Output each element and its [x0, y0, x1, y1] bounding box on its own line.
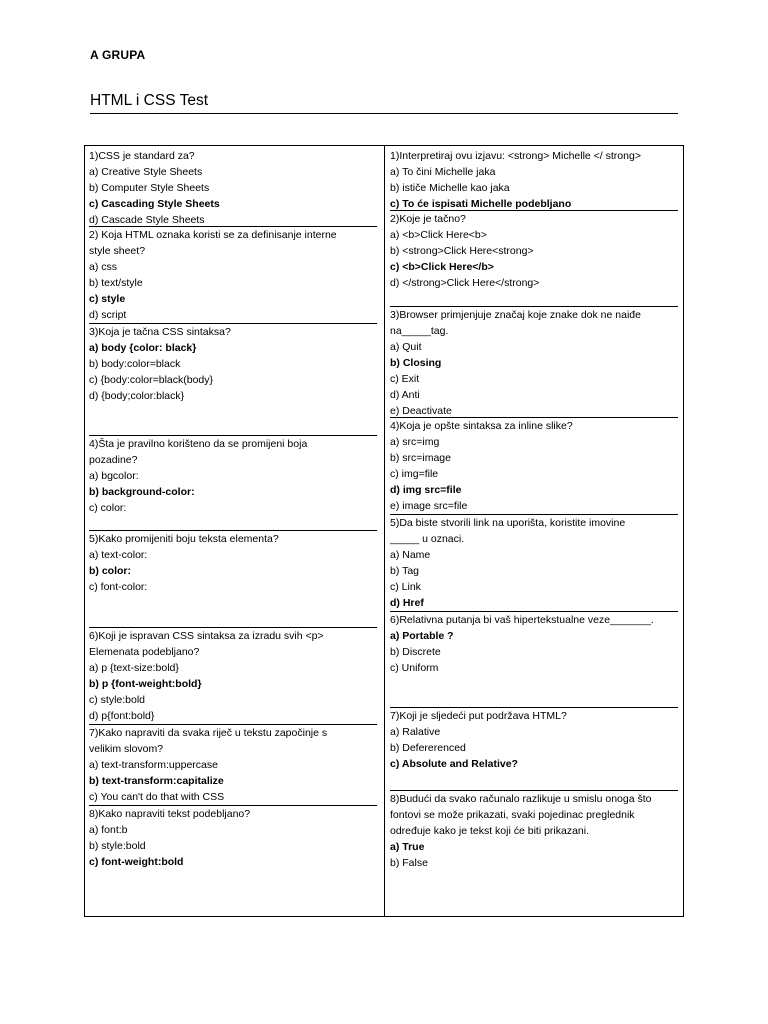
answer-option: style sheet?	[89, 245, 146, 257]
left-question-6	[89, 627, 377, 724]
answer-option: a) Creative Style Sheets	[89, 166, 203, 178]
answer-option: a) p {text-size:bold}	[89, 662, 179, 674]
answer-option: d) Cascade Style Sheets	[89, 214, 205, 226]
right-question-7	[390, 707, 678, 772]
column-divider	[384, 146, 385, 916]
answer-option: c) <b>Click Here</b>	[390, 261, 494, 273]
answer-option: b) body:color=black	[89, 358, 181, 370]
answer-option: b) style:bold	[89, 840, 146, 852]
answer-option: b) Closing	[390, 357, 442, 369]
answer-option: a) font:b	[89, 824, 128, 836]
answer-option: a) body {color: black}	[89, 342, 197, 354]
question-text: 5)Da biste stvorili link na uporišta, koristite imovine	[390, 517, 626, 529]
left-question-4	[89, 435, 377, 516]
answer-option: fontovi se može prikazati, svaki pojedinac preglednik	[390, 809, 635, 821]
answer-option: c) To će ispisati Michelle podebljano	[390, 198, 572, 210]
answer-option: velikim slovom?	[89, 743, 164, 755]
answer-option: e) image src=file	[390, 500, 468, 512]
answer-option: b) Computer Style Sheets	[89, 182, 210, 194]
answer-option: d) script	[89, 309, 127, 321]
right-question-1	[390, 148, 678, 212]
question-text: 4)Šta je pravilno korišteno da se promijeni boja	[89, 438, 308, 450]
answer-option: b) <strong>Click Here<strong>	[390, 245, 534, 257]
left-question-5	[89, 530, 377, 595]
answer-option: c) font-weight:bold	[89, 856, 184, 868]
answer-option: na_____tag.	[390, 325, 449, 337]
answer-option: b) Defererenced	[390, 742, 466, 754]
question-text: 1)CSS je standard za?	[89, 150, 195, 162]
answer-option: c) style:bold	[89, 694, 146, 706]
answer-option: a) text-transform:uppercase	[89, 759, 218, 771]
question-text: 1)Interpretiraj ovu izjavu: <strong> Michelle </ strong>	[390, 150, 641, 162]
answer-option: a) text-color:	[89, 549, 148, 561]
answer-option: a) src=img	[390, 436, 440, 448]
answer-option: c) Cascading Style Sheets	[89, 198, 220, 210]
right-question-8	[390, 790, 678, 871]
question-text: 3)Browser primjenjuje značaj koje znake dok ne naiđe	[390, 309, 641, 321]
left-question-2	[89, 226, 377, 323]
answer-option: c) Uniform	[390, 662, 439, 674]
left-question-3	[89, 323, 377, 404]
answer-option: a) Ralative	[390, 726, 441, 738]
answer-option: b) ističe Michelle kao jaka	[390, 182, 510, 194]
question-text: 4)Koja je opšte sintaksa za inline slike?	[390, 420, 573, 432]
answer-option: b) color:	[89, 565, 131, 577]
right-question-2	[390, 210, 678, 291]
answer-option: b) text/style	[89, 277, 143, 289]
answer-option: b) False	[390, 857, 428, 869]
answer-option: c) style	[89, 293, 126, 305]
answer-option: a) css	[89, 261, 118, 273]
answer-option: e) Deactivate	[390, 405, 452, 417]
answer-option: b) background-color:	[89, 486, 195, 498]
questions-table	[84, 145, 684, 917]
answer-option: c) font-color:	[89, 581, 148, 593]
answer-option: d) img src=file	[390, 484, 462, 496]
answer-option: d) p{font:bold}	[89, 710, 155, 722]
right-question-5	[390, 514, 678, 611]
answer-option: a) Name	[390, 549, 431, 561]
answer-option: a) bgcolor:	[89, 470, 139, 482]
left-question-8	[89, 805, 377, 870]
page-title: HTML i CSS Test	[90, 92, 208, 109]
answer-option: c) You can't do that with CSS	[89, 791, 225, 803]
answer-option: _____ u oznaci.	[390, 533, 465, 545]
answer-option: b) Discrete	[390, 646, 441, 658]
question-text: 8)Budući da svako računalo razlikuje u smislu onoga što	[390, 793, 652, 805]
left-question-7	[89, 724, 377, 805]
question-text: 2)Koje je tačno?	[390, 213, 466, 225]
answer-option: d) Href	[390, 597, 424, 609]
answer-option: b) p {font-weight:bold}	[89, 678, 202, 690]
question-text: 7)Kako napraviti da svaka riječ u tekstu započinje s	[89, 727, 328, 739]
answer-option: c) Link	[390, 581, 421, 593]
answer-option: c) img=file	[390, 468, 439, 480]
answer-option: a) <b>Click Here<b>	[390, 229, 487, 241]
question-text: 5)Kako promijeniti boju teksta elementa?	[89, 533, 279, 545]
answer-option: a) Quit	[390, 341, 422, 353]
group-label: A GRUPA	[90, 48, 146, 62]
answer-option: d) Anti	[390, 389, 420, 401]
question-text: 8)Kako napraviti tekst podebljano?	[89, 808, 251, 820]
answer-option: c) color:	[89, 502, 127, 514]
right-question-4	[390, 417, 678, 514]
answer-option: d) </strong>Click Here</strong>	[390, 277, 540, 289]
answer-option: c) Absolute and Relative?	[390, 758, 518, 770]
answer-option: b) src=image	[390, 452, 451, 464]
answer-option: a) To čini Michelle jaka	[390, 166, 496, 178]
answer-option: određuje kako je tekst koji će biti prikazani.	[390, 825, 590, 837]
question-text: 6)Koji je ispravan CSS sintaksa za izradu svih <p>	[89, 630, 324, 642]
answer-option: a) True	[390, 841, 425, 853]
answer-option: b) Tag	[390, 565, 419, 577]
question-text: 7)Koji je sljedeći put podržava HTML?	[390, 710, 567, 722]
right-question-3	[390, 306, 678, 419]
answer-option: c) Exit	[390, 373, 420, 385]
question-text: 3)Koja je tačna CSS sintaksa?	[89, 326, 231, 338]
title-underline	[90, 113, 678, 114]
right-question-6	[390, 611, 678, 676]
answer-option: d) {body;color:black}	[89, 390, 185, 402]
left-question-1	[89, 148, 377, 228]
answer-option: c) {body:color=black(body}	[89, 374, 214, 386]
question-text: 2) Koja HTML oznaka koristi se za definisanje interne	[89, 229, 337, 241]
answer-option: a) Portable ?	[390, 630, 454, 642]
answer-option: b) text-transform:capitalize	[89, 775, 224, 787]
answer-option: Elemenata podebljano?	[89, 646, 200, 658]
answer-option: pozadine?	[89, 454, 138, 466]
question-text: 6)Relativna putanja bi vaš hipertekstualne veze_______.	[390, 614, 654, 626]
